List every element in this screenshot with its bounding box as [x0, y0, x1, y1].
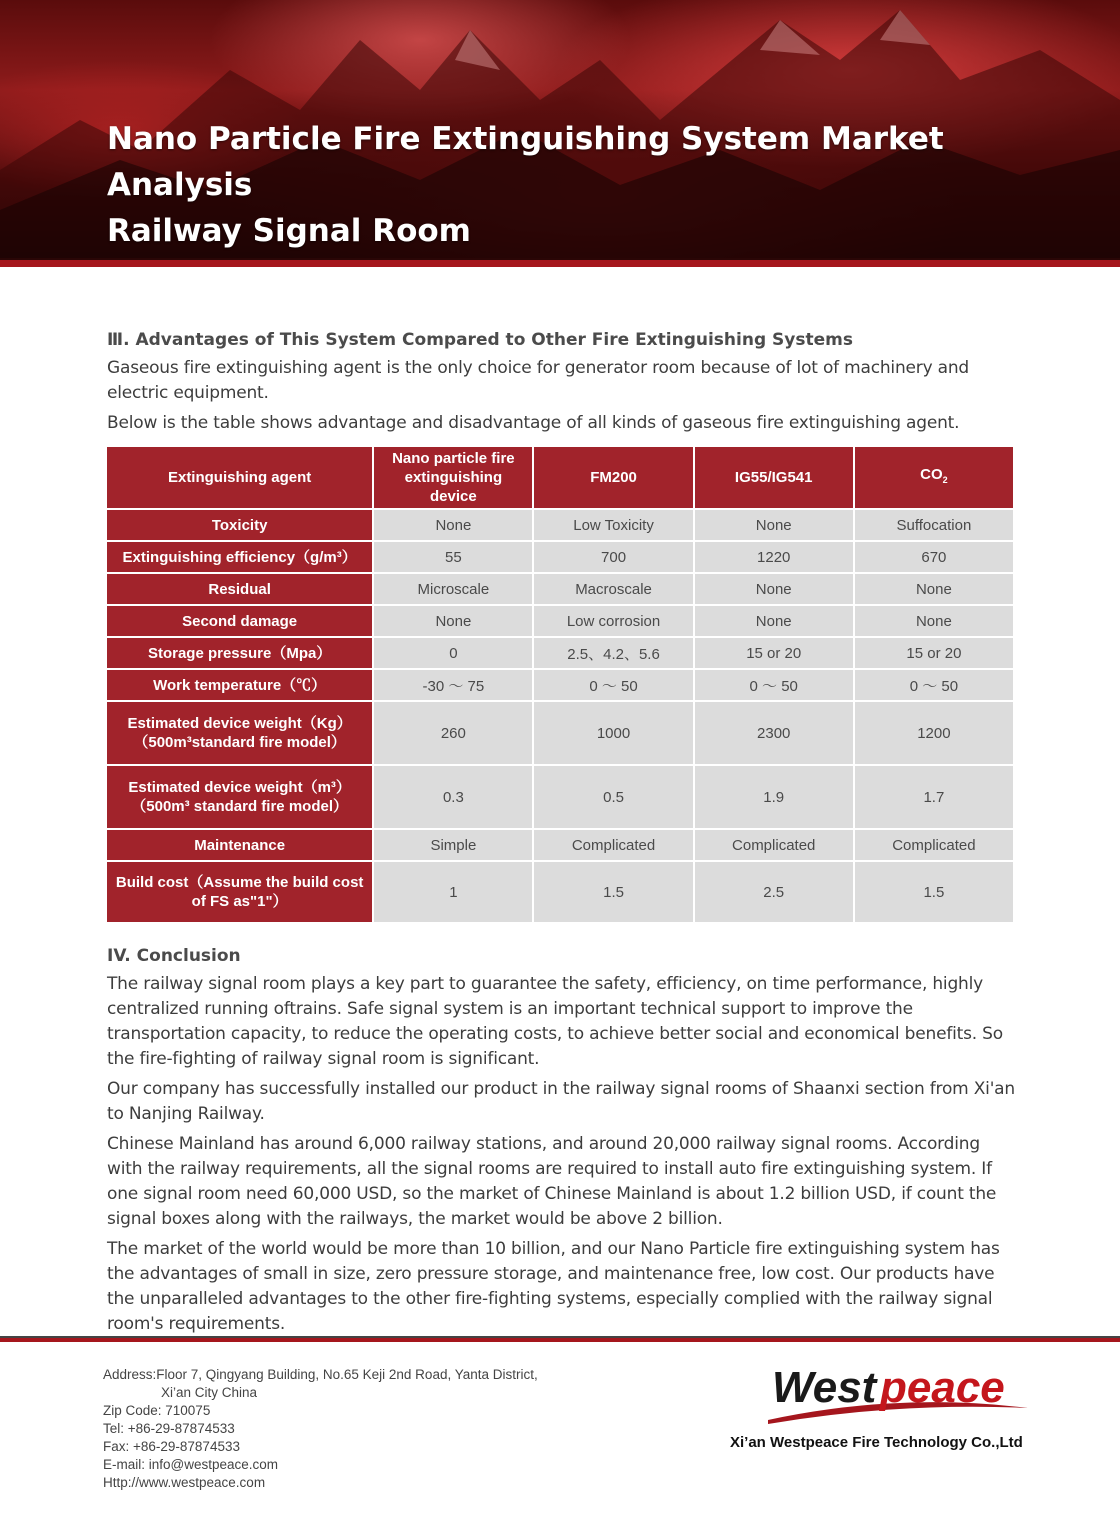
table-row — [107, 574, 1013, 604]
table-row — [107, 766, 1013, 828]
logo-swoosh-icon — [728, 1362, 1068, 1432]
table-cell: Complicated — [855, 830, 1013, 860]
table-cell: 0 ～ 50 — [855, 670, 1013, 700]
table-cell: 260 — [374, 702, 532, 764]
footer-accent-bar — [0, 1338, 1120, 1342]
table-cell: None — [374, 606, 532, 636]
section-3-paragraph: Below is the table shows advantage and disadvantage of all kinds of gaseous fire extinguishing agent. — [107, 413, 960, 433]
table-cell: 0 — [374, 638, 532, 668]
section-4-heading: IV. Conclusion — [107, 946, 241, 966]
table-row — [107, 702, 1013, 764]
table-cell: 1.7 — [855, 766, 1013, 828]
row-header: Extinguishing efficiency（g/m³） — [107, 542, 372, 572]
table-cell: 700 — [534, 542, 692, 572]
table-cell: None — [855, 574, 1013, 604]
table-cell: 1.5 — [534, 862, 692, 922]
header-accent-bar — [0, 260, 1120, 267]
table-cell: 2.5、4.2、5.6 — [534, 638, 692, 668]
comparison-table — [105, 445, 1015, 924]
table-cell: Macroscale — [534, 574, 692, 604]
logo-text-west: West — [772, 1363, 877, 1412]
row-header: Second damage — [107, 606, 372, 636]
table-cell: Suffocation — [855, 510, 1013, 540]
column-header: FM200 — [534, 447, 692, 508]
table-row — [107, 670, 1013, 700]
column-header: Nano particle fire extinguishing device — [374, 447, 532, 508]
co2-subscript: 2 — [942, 475, 948, 485]
page-title — [107, 116, 1087, 254]
fax: Fax: +86-29-87874533 — [103, 1439, 240, 1454]
table-cell: 2.5 — [695, 862, 853, 922]
table-cell: Low Toxicity — [534, 510, 692, 540]
logo-text-peace: peace — [880, 1363, 1005, 1412]
table-cell: None — [855, 606, 1013, 636]
table-cell: 1220 — [695, 542, 853, 572]
website: Http://www.westpeace.com — [103, 1475, 266, 1490]
address-line: Xi’an City China — [161, 1385, 258, 1400]
section-3-heading: Ⅲ. Advantages of This System Compared to Other Fire Extinguishing Systems — [107, 330, 853, 350]
table-row — [107, 830, 1013, 860]
table-cell: 55 — [374, 542, 532, 572]
table-cell: Microscale — [374, 574, 532, 604]
company-name: Xi’an Westpeace Fire Technology Co.,Ltd — [730, 1434, 1023, 1451]
table-cell: 2300 — [695, 702, 853, 764]
table-cell: None — [695, 606, 853, 636]
table-cell: None — [695, 574, 853, 604]
title-line-2: Railway Signal Room — [107, 213, 471, 249]
conclusion-paragraph: Our company has successfully installed our product in the railway signal rooms of Shaanxi section from Xi'an to Nanjing Railway. — [107, 1079, 1015, 1124]
column-header: IG55/IG541 — [695, 447, 853, 508]
table-header-row — [107, 447, 1013, 508]
section-3-paragraph: Gaseous fire extinguishing agent is the only choice for generator room because of lot of machinery and electric equipment. — [107, 358, 970, 403]
table-cell: Complicated — [695, 830, 853, 860]
table-cell: Simple — [374, 830, 532, 860]
column-header: Extinguishing agent — [107, 447, 372, 508]
row-header: Residual — [107, 574, 372, 604]
row-header: Toxicity — [107, 510, 372, 540]
table-cell: None — [374, 510, 532, 540]
row-header: Maintenance — [107, 830, 372, 860]
table-row — [107, 606, 1013, 636]
column-header-co2 — [855, 447, 1013, 508]
header-banner — [0, 0, 1120, 258]
table-cell: 670 — [855, 542, 1013, 572]
table-cell: None — [695, 510, 853, 540]
zip-code: Zip Code: 710075 — [103, 1403, 211, 1418]
table-cell: Low corrosion — [534, 606, 692, 636]
conclusion-paragraph: The railway signal room plays a key part to guarantee the safety, efficiency, on time performance, highly centralized running oftrains. Safe signal system is an important technical support to improve the transportation capacity, to reduce the operating costs, to achieve better social and economical benefits. So the fire-fighting of railway signal room is significant. — [107, 974, 1003, 1069]
table-cell: 1200 — [855, 702, 1013, 764]
email: E-mail: info@westpeace.com — [103, 1457, 279, 1472]
table-row — [107, 638, 1013, 668]
table-cell: 1.5 — [855, 862, 1013, 922]
row-header: Build cost（Assume the build cost of FS as"1"） — [107, 862, 372, 922]
table-cell: 1.9 — [695, 766, 853, 828]
table-cell: 0 ～ 50 — [695, 670, 853, 700]
table-cell: Complicated — [534, 830, 692, 860]
row-header: Storage pressure（Mpa） — [107, 638, 372, 668]
table-cell: 1000 — [534, 702, 692, 764]
address-line: Address:Floor 7, Qingyang Building, No.65 Keji 2nd Road, Yanta District, — [103, 1367, 538, 1382]
table-row — [107, 510, 1013, 540]
telephone: Tel: +86-29-87874533 — [103, 1421, 235, 1436]
title-line-1: Nano Particle Fire Extinguishing System Market Analysis — [107, 121, 944, 203]
row-header: Estimated device weight（Kg）（500m³standard fire model） — [107, 702, 372, 764]
table-cell: 0 ～ 50 — [534, 670, 692, 700]
table-cell: 1 — [374, 862, 532, 922]
row-header: Estimated device weight（m³）（500m³ standard fire model） — [107, 766, 372, 828]
table-row — [107, 862, 1013, 922]
contact-info — [103, 1366, 663, 1492]
conclusion-paragraph: The market of the world would be more than 10 billion, and our Nano Particle fire extinguishing system has the advantages of small in size, zero pressure storage, and maintenance free, low cost. Our products have the unparalleled advantages to the other fire-fighting systems, especially complied with the railway signal room's requirements. — [107, 1239, 1000, 1334]
co2-label: CO — [920, 466, 943, 483]
main-content — [107, 326, 1017, 1342]
table-cell: 0.3 — [374, 766, 532, 828]
table-cell: 0.5 — [534, 766, 692, 828]
table-cell: 15 or 20 — [695, 638, 853, 668]
table-cell: -30 ～ 75 — [374, 670, 532, 700]
row-header: Work temperature（℃） — [107, 670, 372, 700]
conclusion-section — [107, 942, 1017, 1337]
table-row — [107, 542, 1013, 572]
conclusion-paragraph: Chinese Mainland has around 6,000 railway stations, and around 20,000 railway signal rooms. According with the railway requirements, all the signal rooms are required to install auto fire extinguishing system. If one signal room need 60,000 USD, so the market of Chinese Mainland is about 1.2 billion USD, if count the signal boxes along with the railways, the market would be above 2 billion. — [107, 1134, 997, 1229]
table-cell: 15 or 20 — [855, 638, 1013, 668]
